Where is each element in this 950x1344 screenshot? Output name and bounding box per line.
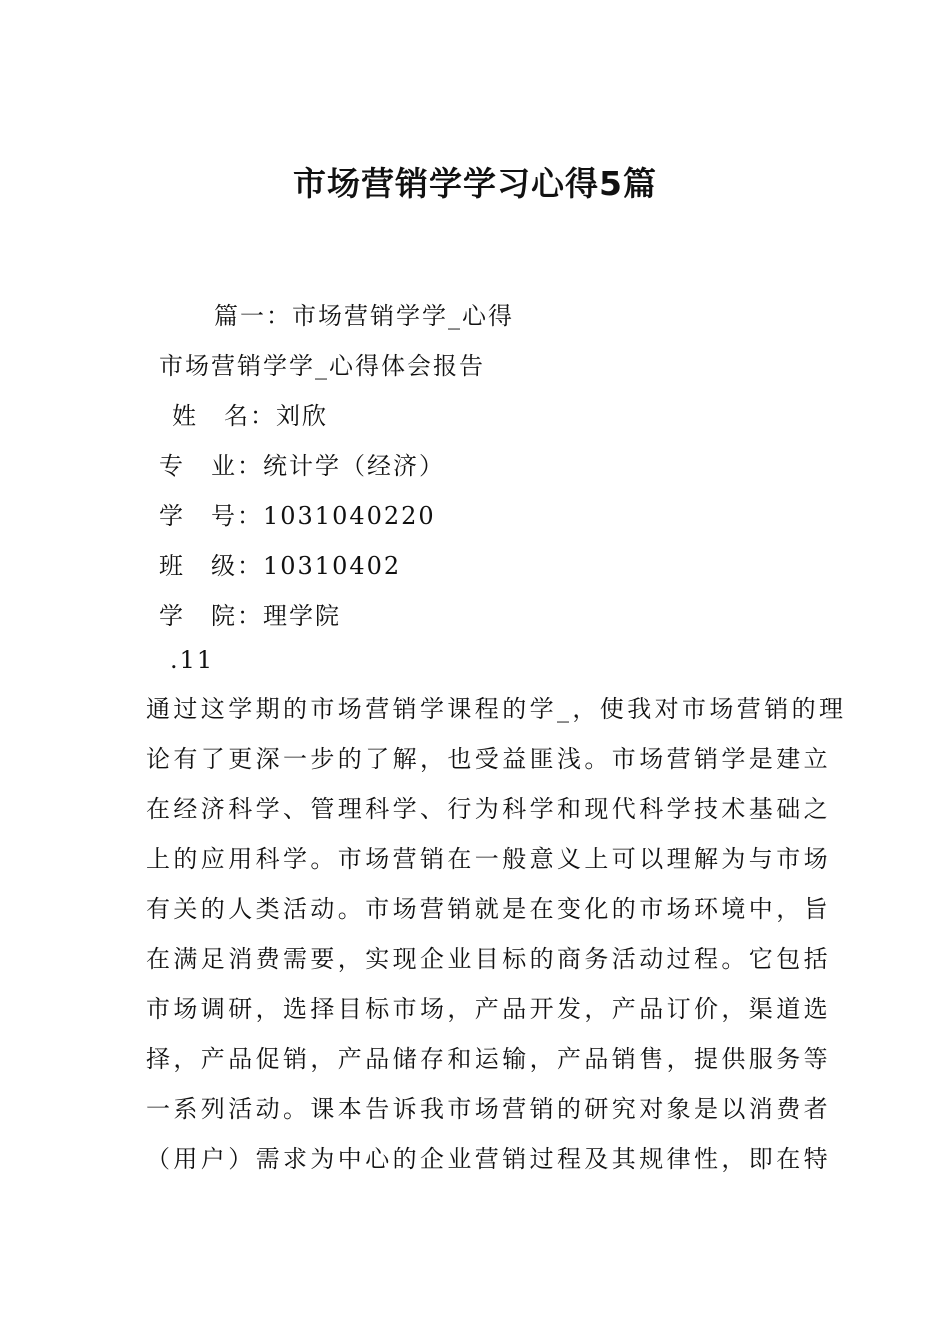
college-line: 学 院：理学院	[159, 602, 341, 630]
major-line: 专 业：统计学（经济）	[159, 452, 445, 480]
student-id-line: 学 号：1031040220	[159, 502, 436, 530]
body-line: 一系列活动。课本告诉我市场营销的研究对象是以消费者	[146, 1095, 831, 1123]
name-line: 姓 名：刘欣	[172, 402, 328, 430]
body-paragraph	[146, 684, 847, 1184]
body-line: 在经济科学、管理科学、行为科学和现代科学技术基础之	[146, 795, 831, 823]
body-line: 上的应用科学。市场营销在一般意义上可以理解为与市场	[146, 845, 831, 873]
body-line: 在满足消费需要，实现企业目标的商务活动过程。它包括	[146, 945, 831, 973]
body-line: （用户）需求为中心的企业营销过程及其规律性，即在特	[146, 1145, 831, 1173]
body-line: 市场调研，选择目标市场，产品开发，产品订价，渠道选	[146, 995, 831, 1023]
report-title: 市场营销学学_心得体会报告	[159, 352, 485, 380]
date-line: .11	[170, 646, 215, 674]
section-heading: 篇一：市场营销学学_心得	[214, 302, 514, 330]
body-line: 有关的人类活动。市场营销就是在变化的市场环境中，旨	[146, 895, 831, 923]
document-title: 市场营销学学习心得5篇	[293, 164, 657, 203]
class-line: 班 级：10310402	[159, 552, 402, 580]
body-line: 论有了更深一步的了解，也受益匪浅。市场营销学是建立	[146, 745, 831, 773]
body-line: 通过这学期的市场营销学课程的学_，使我对市场营销的理	[146, 695, 847, 723]
body-line: 择，产品促销，产品储存和运输，产品销售，提供服务等	[146, 1045, 831, 1073]
